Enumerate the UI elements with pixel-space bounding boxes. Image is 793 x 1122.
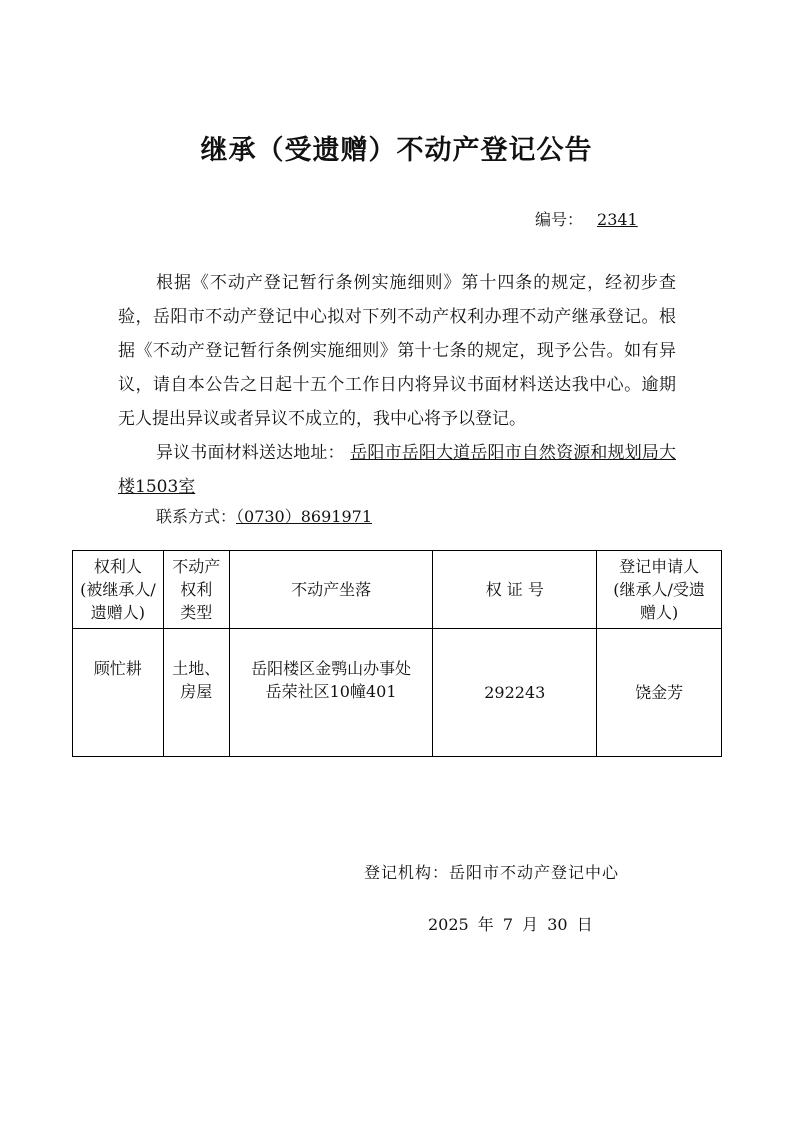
number-label: 编号： bbox=[535, 210, 584, 229]
cell-cert-no: 292243 bbox=[433, 629, 597, 757]
cell-holder: 顾忙耕 bbox=[73, 629, 164, 757]
notice-date: 2025 年 7 月 30 日 bbox=[428, 915, 593, 934]
header-cert-no: 权 证 号 bbox=[433, 551, 597, 629]
cell-location: 岳阳楼区金鹗山办事处 岳荣社区10幢401 bbox=[229, 629, 433, 757]
registration-table bbox=[72, 550, 722, 757]
contact-line bbox=[156, 504, 390, 527]
address-paragraph bbox=[118, 436, 676, 504]
body-paragraph: 根据《不动产登记暂行条例实施细则》第十四条的规定，经初步查验，岳阳市不动产登记中心拟对下列不动产权利办理不动产继承登记。根据《不动产登记暂行条例实施细则》第十七条的规定，现予公告。如有异议，请自本公告之日起十五个工作日内将异议书面材料送达我中心。逾期无人提出异议或者异议不成立的，我中心将予以登记。 bbox=[118, 273, 676, 429]
page-title: 继承（受遗赠）不动产登记公告 bbox=[200, 135, 593, 166]
notice-number bbox=[535, 207, 638, 230]
header-holder: 权利人 (被继承人/ 遗赠人) bbox=[73, 551, 164, 629]
cell-type: 土地、 房屋 bbox=[163, 629, 229, 757]
table-row bbox=[73, 629, 722, 757]
header-applicant: 登记申请人 (继承人/受遗 赠人) bbox=[597, 551, 722, 629]
number-value: 2341 bbox=[597, 210, 638, 229]
contact-value: （0730）8691971 bbox=[236, 507, 372, 526]
header-location: 不动产坐落 bbox=[229, 551, 433, 629]
cell-applicant: 饶金芳 bbox=[597, 629, 722, 757]
address-label: 异议书面材料送达地址： bbox=[156, 443, 345, 463]
header-type: 不动产 权利 类型 bbox=[163, 551, 229, 629]
table-header-row bbox=[73, 551, 722, 629]
contact-label: 联系方式： bbox=[156, 507, 237, 526]
registration-org: 登记机构：岳阳市不动产登记中心 bbox=[364, 863, 620, 882]
address-value: 岳阳市岳阳大道岳阳市自然资源和规划局大楼1503室 bbox=[118, 443, 677, 497]
